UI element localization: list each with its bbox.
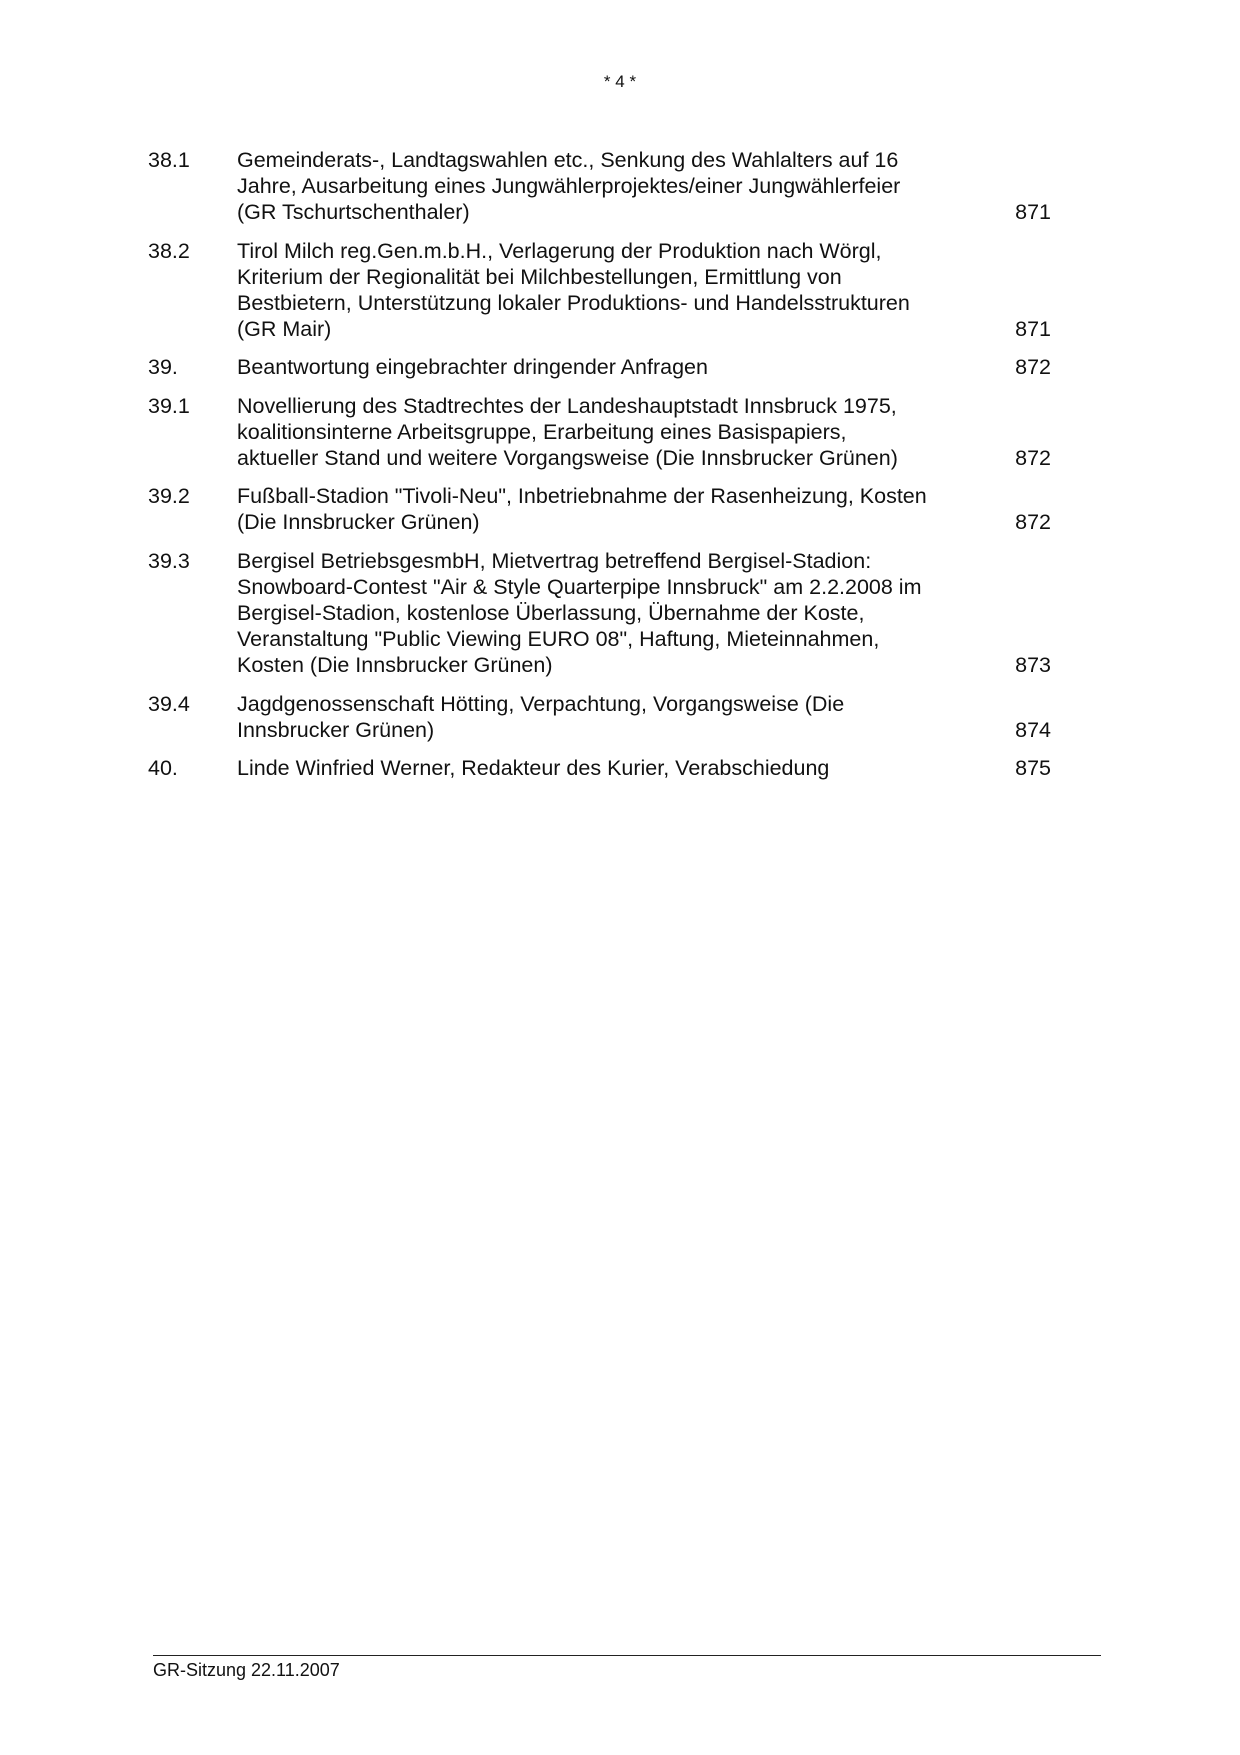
toc-entry bbox=[148, 354, 1098, 380]
toc-entry-title: Gemeinderats-, Landtagswahlen etc., Senkung des Wahlalters auf 16 Jahre, Ausarbeitung eines Jungwählerprojektes/einer Jungwählerfeier (GR Tschurtschenthaler) bbox=[237, 148, 901, 225]
toc-entry-page: 872 bbox=[1015, 510, 1051, 535]
toc-entry bbox=[148, 548, 1098, 679]
toc-entry-title: Jagdgenossenschaft Hötting, Verpachtung, Vorgangsweise (Die Innsbrucker Grünen) bbox=[237, 691, 845, 742]
toc-entry-number: 39.4 bbox=[148, 691, 190, 716]
toc-entry bbox=[148, 147, 1098, 226]
toc-entry-title: Novellierung des Stadtrechtes der Landeshauptstadt Innsbruck 1975, koalitionsinterne Arbeitsgruppe, Erarbeitung eines Basispapiers, aktueller Stand und weitere Vorgangsweise (Die Innsbrucker Grünen) bbox=[237, 393, 898, 471]
toc-entry-title: Bergisel BetriebsgesmbH, Mietvertrag betreffend Bergisel-Stadion: Snowboard-Contest "Air & Style Quarterpipe Innsbruck" am 2.2.2008 im Bergisel-Stadion, kostenlose Überlassung, Übernahme der Koste, Veranstaltung "Public Viewing EURO 08", Haftung, Mieteinnahmen, Kosten (Die Innsbrucker Grünen) bbox=[237, 548, 922, 678]
toc-entry-number: 38.2 bbox=[148, 238, 190, 263]
toc-entry bbox=[148, 393, 1098, 472]
toc-entry-page: 872 bbox=[1015, 355, 1051, 380]
toc-entry bbox=[148, 483, 1098, 535]
toc-entry-number: 39.3 bbox=[148, 548, 190, 573]
footer-session-date: GR-Sitzung 22.11.2007 bbox=[153, 1660, 340, 1680]
toc-entry-number: 38.1 bbox=[148, 148, 190, 172]
toc-entry-page: 871 bbox=[1015, 200, 1051, 225]
toc-entry-title: Beantwortung eingebrachter dringender Anfragen bbox=[237, 355, 708, 380]
toc-entry bbox=[148, 238, 1098, 343]
toc-entry-page: 871 bbox=[1015, 317, 1051, 342]
toc-entry bbox=[148, 691, 1098, 743]
page-number: * 4 * bbox=[603, 72, 637, 91]
toc-entry-number: 39.1 bbox=[148, 393, 190, 418]
toc-entry-page: 874 bbox=[1015, 717, 1051, 742]
toc-entry-page: 872 bbox=[1015, 446, 1051, 471]
toc-entry bbox=[148, 755, 1098, 781]
toc-entry-page: 875 bbox=[1015, 756, 1051, 781]
toc-entry-title: Tirol Milch reg.Gen.m.b.H., Verlagerung der Produktion nach Wörgl, Kriterium der Regionalität bei Milchbestellungen, Ermittlung von Bestbietern, Unterstützung lokaler Produktions- und Handelsstrukturen (GR Mair) bbox=[237, 238, 910, 342]
toc-entry-number: 39.2 bbox=[148, 484, 190, 509]
toc-entry-number: 39. bbox=[148, 355, 178, 380]
toc-entry-number: 40. bbox=[148, 756, 178, 781]
toc-entry-page: 873 bbox=[1015, 653, 1051, 678]
footer-divider bbox=[153, 1655, 1101, 1656]
table-of-contents bbox=[148, 147, 1098, 793]
toc-entry-title: Linde Winfried Werner, Redakteur des Kurier, Verabschiedung bbox=[237, 756, 830, 781]
toc-entry-title: Fußball-Stadion "Tivoli-Neu", Inbetriebnahme der Rasenheizung, Kosten (Die Innsbrucker Grünen) bbox=[237, 484, 927, 535]
